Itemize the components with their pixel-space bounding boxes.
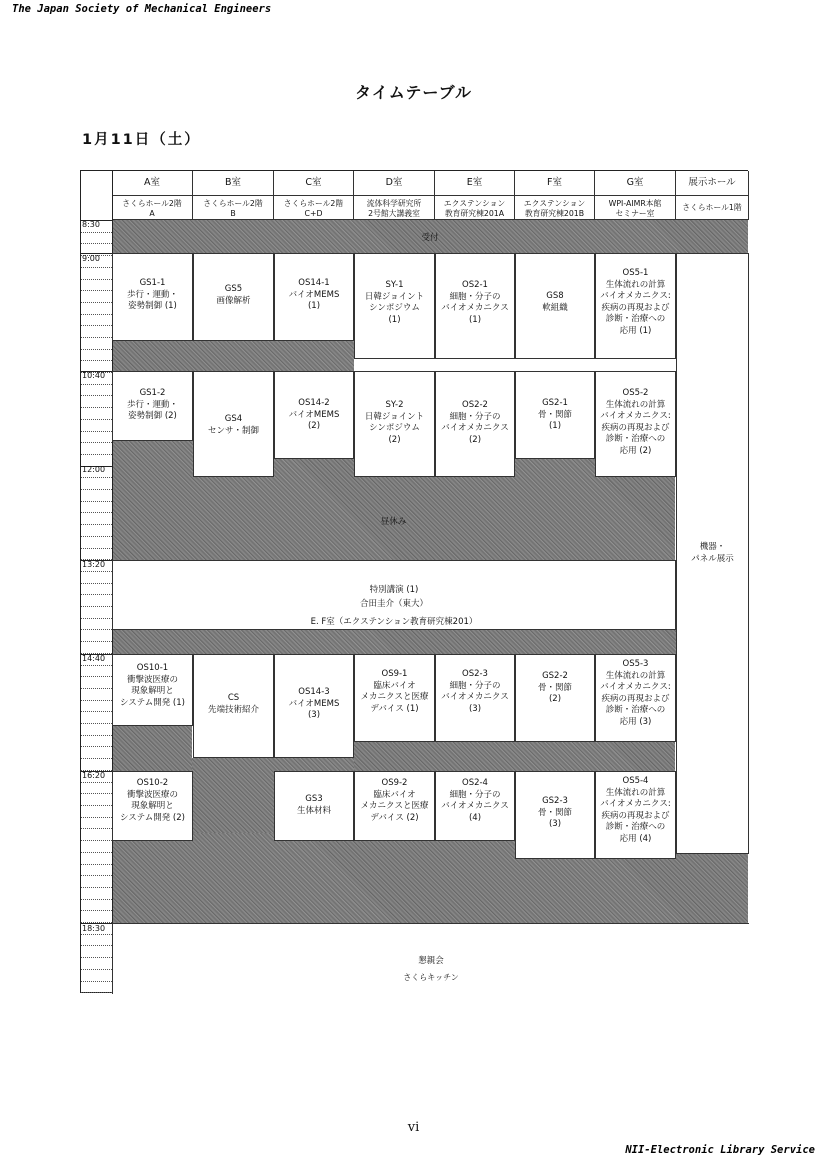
session-a3: OS10-1 衝撃波医療の 現象解明と システム開発 (1) [112, 654, 193, 726]
session-b3: CS 先端技術紹介 [193, 654, 274, 758]
session-a4: OS10-2 衝撃波医療の 現象解明と システム開発 (2) [112, 771, 193, 841]
session-e1: OS2-1 細胞・分子の バイオメカニクス (1) [435, 253, 515, 359]
session-c2: OS14-2 バイオMEMS (2) [274, 371, 354, 459]
banquet-title: 懇親会 [418, 956, 444, 966]
break-band-5 [354, 741, 675, 771]
banquet [112, 923, 749, 994]
lunch-label: 昼休み [380, 516, 407, 527]
page-title: タイムテーブル [355, 83, 472, 102]
session-b1: GS5 画像解析 [193, 253, 274, 341]
session-f2: GS2-1 骨・関節 (1) [515, 371, 595, 459]
room-location-d: 流体科学研究所 2号館大講義室 [354, 196, 435, 220]
page-number: vi [407, 1120, 420, 1135]
room-header-e: E室 [435, 171, 515, 196]
room-location-a: さくらホール2階 A [112, 196, 193, 220]
session-d2: SY-2 日韓ジョイント シンポジウム (2) [354, 371, 435, 477]
session-e2: OS2-2 細胞・分子の バイオメカニクス (2) [435, 371, 515, 477]
session-f3: GS2-2 骨・関節 (2) [515, 654, 595, 742]
session-e4: OS2-4 細胞・分子の バイオメカニクス (4) [435, 771, 515, 841]
session-g2: OS5-2 生体流れの計算 バイオメカニクス: 疾病の再現および 診断・治療への 応用 (2) [595, 371, 676, 477]
room-header-g: G室 [595, 171, 676, 196]
time-1620: 16:20 [82, 771, 106, 780]
session-c4: GS3 生体材料 [274, 771, 354, 841]
library-footer: NII-Electronic Library Service [625, 1144, 815, 1156]
room-header-c: C室 [274, 171, 354, 196]
break-band-2 [112, 629, 748, 654]
session-a1: GS1-1 歩行・運動・ 姿勢制御 (1) [112, 253, 193, 341]
session-d1: SY-1 日韓ジョイント シンポジウム (1) [354, 253, 435, 359]
special-lecture-title: 特別講演 (1) [369, 585, 419, 595]
room-location-c: さくらホール2階 C+D [274, 196, 354, 220]
session-b2: GS4 センサ・制御 [193, 371, 274, 477]
time-1830: 18:30 [82, 924, 106, 933]
session-e3: OS2-3 細胞・分子の バイオメカニクス (3) [435, 654, 515, 742]
session-f4: GS2-3 骨・関節 (3) [515, 771, 595, 859]
time-0900: 9:00 [82, 254, 100, 263]
session-g4: OS5-4 生体流れの計算 バイオメカニクス: 疾病の再現および 診断・治療への 応用 (4) [595, 771, 676, 859]
reception-label: 受付 [421, 232, 439, 243]
session-c1: OS14-1 バイオMEMS (1) [274, 253, 354, 341]
exhibition-session: 機器・ パネル展示 [676, 253, 749, 854]
special-lecture-speaker: 合田圭介（東大） [359, 599, 428, 609]
room-location-hall: さくらホール1階 [676, 196, 749, 220]
time-1040: 10:40 [82, 371, 106, 380]
session-g3: OS5-3 生体流れの計算 バイオメカニクス: 疾病の再現および 診断・治療への 応用 (3) [595, 654, 676, 742]
time-1320: 13:20 [82, 560, 106, 569]
room-location-e: エクステンション 教育研究棟201A [435, 196, 515, 220]
room-location-g: WPI-AIMR本館 セミナー室 [595, 196, 676, 220]
session-c3: OS14-3 バイオMEMS (3) [274, 654, 354, 758]
break-band-1 [112, 341, 354, 371]
room-header-hall: 展示ホール [676, 171, 749, 196]
room-header-d: D室 [354, 171, 435, 196]
session-f1: GS8 軟組織 [515, 253, 595, 359]
reception-band [112, 220, 748, 253]
time-0830: 8:30 [82, 220, 100, 229]
timetable [80, 170, 748, 993]
banquet-place: さくらキッチン [403, 973, 459, 982]
time-1200: 12:00 [82, 465, 106, 474]
time-1440: 14:40 [82, 654, 106, 663]
room-header-a: A室 [112, 171, 193, 196]
session-g1: OS5-1 生体流れの計算 バイオメカニクス: 疾病の再現および 診断・治療への 応用 (1) [595, 253, 676, 359]
session-d4: OS9-2 臨床バイオ メカニクスと医療 デバイス (2) [354, 771, 435, 841]
session-d3: OS9-1 臨床バイオ メカニクスと医療 デバイス (1) [354, 654, 435, 742]
special-lecture [112, 560, 676, 630]
schedule-date: 1月11日（土） [82, 132, 201, 148]
room-location-b: さくらホール2階 B [193, 196, 274, 220]
session-a2: GS1-2 歩行・運動・ 姿勢制御 (2) [112, 371, 193, 441]
special-lecture-room: E. F室（エクステンション教育研究棟201） [310, 617, 478, 627]
room-header-f: F室 [515, 171, 595, 196]
room-header-b: B室 [193, 171, 274, 196]
room-location-f: エクステンション 教育研究棟201B [515, 196, 595, 220]
break-band-3 [112, 726, 192, 771]
journal-header: The Japan Society of Mechanical Engineers [12, 3, 272, 15]
